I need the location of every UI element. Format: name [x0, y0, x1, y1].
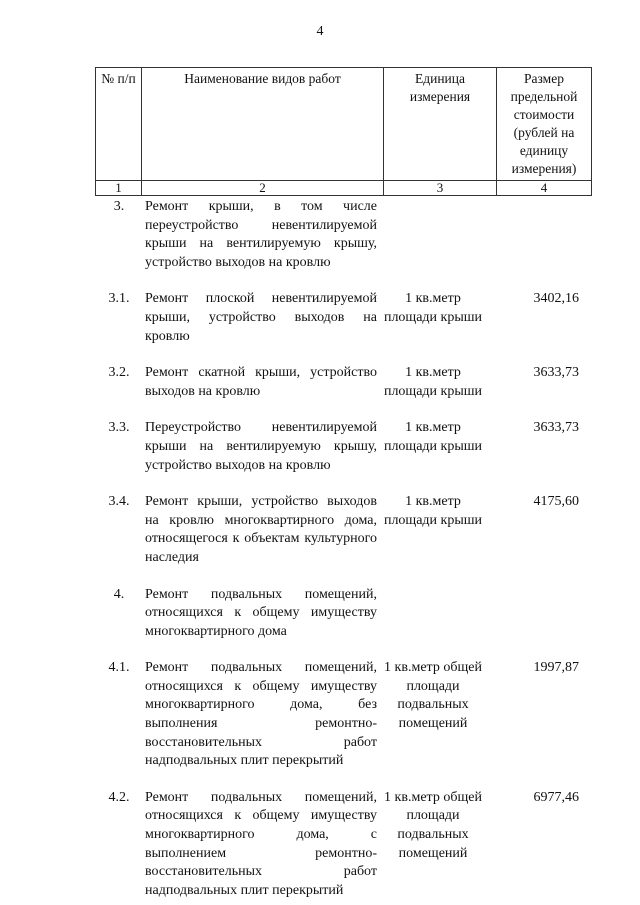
- row-name: Переустройство невентилируемой крыши на вентилируемую крышу, устройство выходов на кровлю: [145, 420, 377, 473]
- table-header: [95, 67, 592, 196]
- row-number: 3.: [113, 199, 125, 214]
- row-unit: 1 кв.метр общей площади подвальных помещений: [384, 660, 482, 732]
- row-name: Ремонт крыши, в том числе переустройство невентилируемой крыши на вентилируемую крышу, устройство выходов на кровлю: [145, 199, 377, 270]
- row-cost: 6977,46: [533, 789, 579, 805]
- row-cost: 1997,87: [533, 660, 579, 676]
- table-row: [95, 586, 585, 642]
- row-unit: 1 кв.метр общей площади подвальных помещений: [384, 789, 482, 861]
- row-cost: [489, 198, 579, 272]
- row-cost: 4175,60: [533, 494, 579, 510]
- row-number: 3.2.: [108, 365, 130, 381]
- row-number: 3.4.: [108, 494, 130, 510]
- row-cost: 3402,16: [533, 291, 579, 307]
- column-number: 2: [142, 181, 384, 196]
- table-row: [95, 789, 585, 901]
- row-unit: 1 кв.метр площади крыши: [383, 494, 483, 528]
- row-name: Ремонт подвальных помещений, относящихся к общему имуществу многоквартирного дома, с выполнением ремонтно-восстановительных работ надподвальных плит перекрытий: [145, 789, 377, 898]
- row-unit: 1 кв.метр площади крыши: [383, 365, 483, 399]
- row-number: 4.2.: [108, 789, 130, 805]
- row-cost: 3633,73: [533, 365, 579, 381]
- row-name: Ремонт плоской невентилируемой крыши, устройство выходов на кровлю: [145, 291, 377, 344]
- header-name: Наименование видов работ: [142, 68, 384, 181]
- row-unit: [377, 198, 489, 272]
- row-cost: [489, 586, 579, 642]
- table-row: [95, 493, 585, 567]
- row-number: 3.3.: [108, 420, 130, 436]
- row-name: Ремонт подвальных помещений, относящихся к общему имуществу многоквартирного дома: [145, 586, 377, 639]
- column-number: 3: [384, 181, 497, 196]
- row-unit: 1 кв.метр площади крыши: [383, 420, 483, 454]
- header-cost: Размер предельной стоимости (рублей на единицу измерения): [497, 68, 592, 181]
- row-number: 3.1.: [108, 291, 130, 307]
- column-number: 1: [96, 181, 142, 196]
- row-name: Ремонт подвальных помещений, относящихся к общему имуществу многоквартирного дома, без выполнения ремонтно-восстановительных работ надподвальных плит перекрытий: [145, 660, 377, 769]
- row-name: Ремонт скатной крыши, устройство выходов на кровлю: [145, 365, 377, 399]
- page-number: 4: [316, 24, 324, 39]
- table-row: [95, 659, 585, 771]
- row-unit: 1 кв.метр площади крыши: [383, 291, 483, 325]
- row-number: 4.: [113, 586, 125, 602]
- header-num: № п/п: [96, 68, 142, 181]
- table-row: [95, 198, 585, 272]
- table-row: [95, 364, 585, 401]
- table-row: [95, 290, 585, 346]
- header-unit: Единица измерения: [384, 68, 497, 181]
- row-cost: 3633,73: [533, 420, 579, 436]
- row-name: Ремонт крыши, устройство выходов на кровлю многоквартирного дома, относящегося к объектам культурного наследия: [145, 494, 377, 565]
- row-number: 4.1.: [108, 660, 130, 676]
- column-number: 4: [497, 181, 592, 196]
- table-body: [95, 198, 585, 900]
- table-row: [95, 419, 585, 475]
- row-unit: [377, 586, 489, 642]
